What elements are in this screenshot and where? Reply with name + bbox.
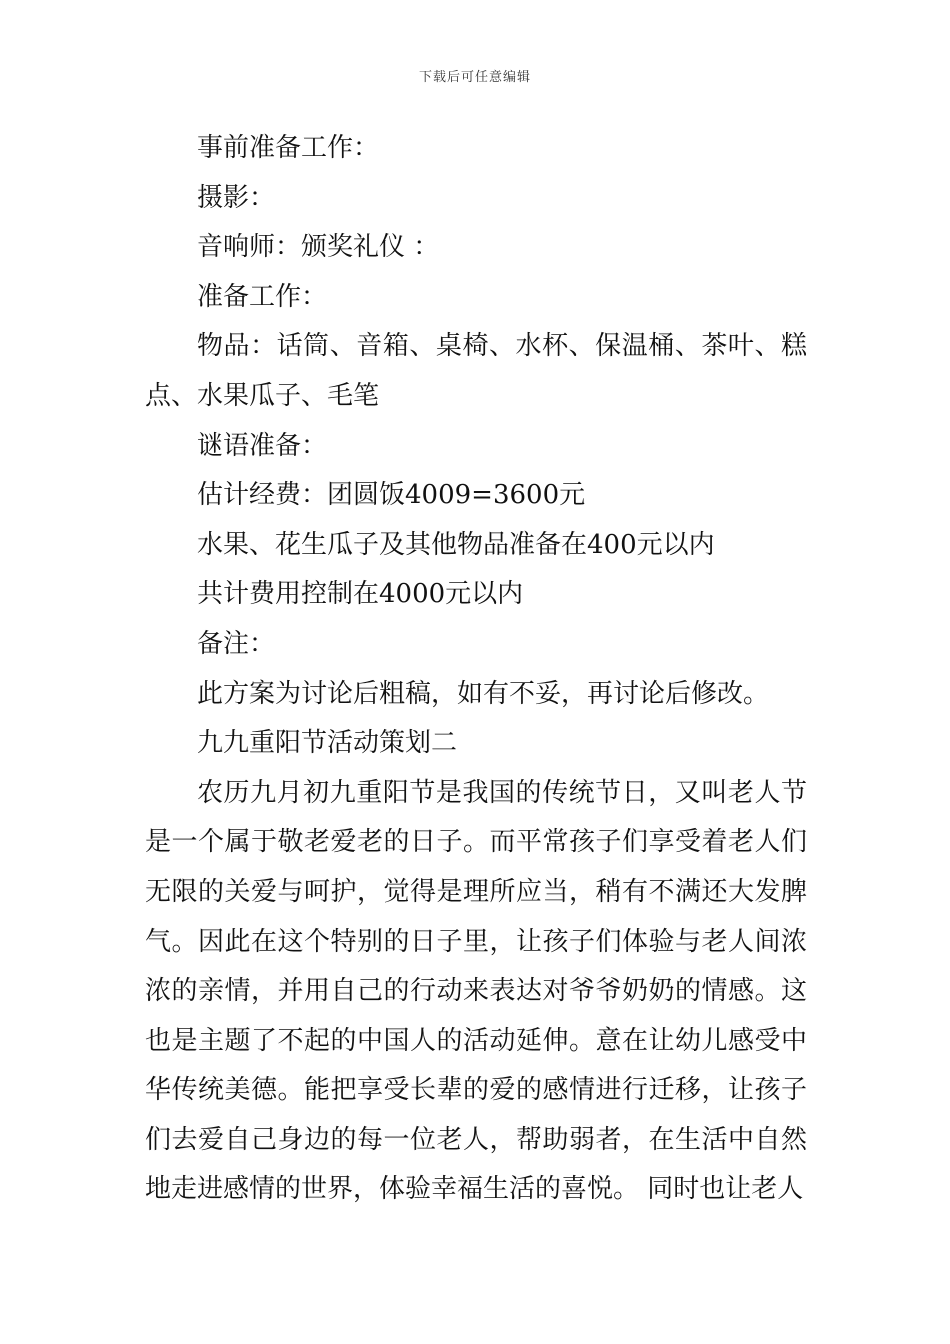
paragraph-body-text: 农历九月初九重阳节是我国的传统节日，又叫老人节是一个属于敬老爱老的日子。而平常孩子们享受着老人们无限的关爱与呵护，觉得是理所应当，稍有不满还大发脾气。因此在这个特别的日子里，让孩子们体验与老人间浓浓的亲情，并用自己的行动来表达对爷爷奶奶的情感。这也是主题了不起的中国人的活动延伸。意在让幼儿感受中华传统美德。能把享受长辈的爱的感情进行迁移，让孩子们去爱自己身边的每一位老人，帮助弱者，在生活中自然地走进感情的世界，体验幸福生活的喜悦。 同时也让老人 [145,777,807,1205]
paragraph-riddles: 谜语准备： [197,430,328,461]
paragraph-items: 物品：话筒、音箱、桌椅、水杯、保温桶、茶叶、糕点、水果瓜子、毛笔 [145,331,807,411]
paragraph-notes-heading: 备注： [197,628,276,659]
header-note: 下载后可任意编辑 [418,70,531,85]
paragraph-budget-estimate: 估计经费：团圆饭4009=3600元 [197,480,586,511]
paragraph-notes: 此方案为讨论后粗稿，如有不妥，再讨论后修改。 [197,678,770,709]
paragraph-plan-two-title: 九九重阳节活动策划二 [197,728,458,759]
paragraph-sound-engineer: 音响师：颁奖礼仪 ： [197,232,440,263]
paragraph-total-budget: 共计费用控制在4000元以内 [197,579,524,610]
paragraph-photography: 摄影： [197,182,276,213]
paragraph-prep-work: 准备工作： [197,281,328,312]
paragraph-preparation-heading: 事前准备工作： [197,133,380,163]
document-body [145,124,807,1215]
paragraph-fruit-budget: 水果、花生瓜子及其他物品准备在400元以内 [197,529,715,560]
